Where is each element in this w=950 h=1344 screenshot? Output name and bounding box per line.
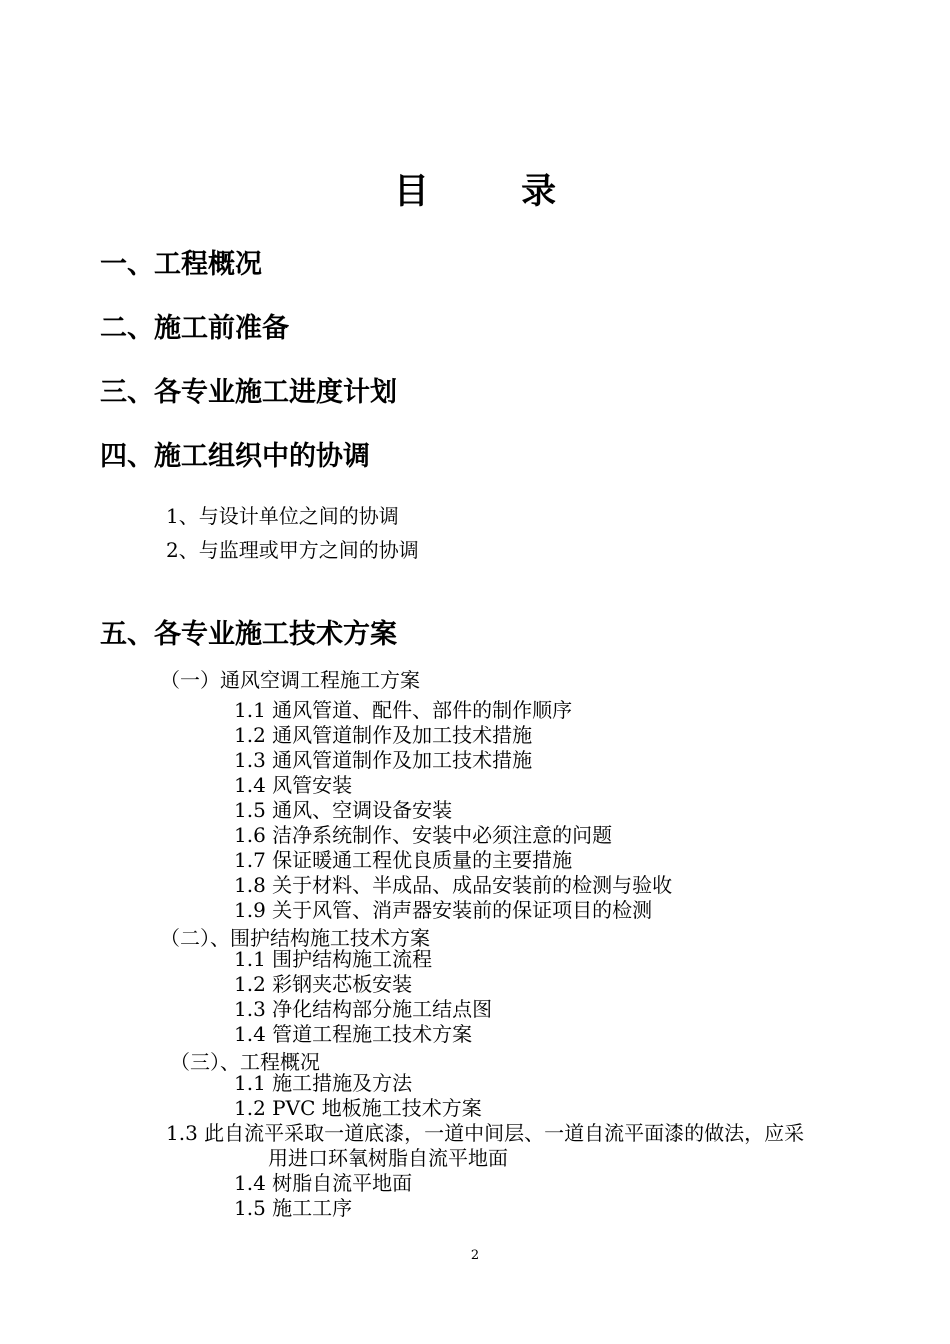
heading-1: 一、工程概况 [100, 249, 262, 280]
coordination-item-1: 1、与设计单位之间的协调 [166, 504, 399, 528]
section-3-item: 1.1 施工措施及方法 [234, 1071, 413, 1095]
section-3-item: 1.2 PVC 地板施工技术方案 [234, 1096, 482, 1120]
section-3-item: 1.4 树脂自流平地面 [234, 1171, 413, 1195]
section-2-item: 1.3 净化结构部分施工结点图 [234, 997, 493, 1021]
long-item-line-2: 用进口环氧树脂自流平地面 [268, 1146, 508, 1170]
section-2-title: （二）、围护结构施工技术方案 [160, 926, 430, 950]
heading-3: 三、各专业施工进度计划 [100, 377, 397, 408]
section-1-item: 1.3 通风管道制作及加工技术措施 [234, 748, 533, 772]
section-1-item: 1.2 通风管道制作及加工技术措施 [234, 723, 533, 747]
toc-title: 目 录 [393, 172, 597, 212]
section-1-item: 1.5 通风、空调设备安装 [234, 798, 453, 822]
heading-2: 二、施工前准备 [100, 313, 289, 344]
section-3-long-item [166, 1121, 866, 1171]
heading-5: 五、各专业施工技术方案 [100, 619, 397, 650]
coordination-item-2: 2、与监理或甲方之间的协调 [166, 538, 419, 562]
section-1-title: （一）通风空调工程施工方案 [160, 668, 420, 692]
section-1-item: 1.6 洁净系统制作、安装中必须注意的问题 [234, 823, 613, 847]
section-1-item: 1.1 通风管道、配件、部件的制作顺序 [234, 698, 573, 722]
section-2-item: 1.1 围护结构施工流程 [234, 947, 433, 971]
section-2-item: 1.4 管道工程施工技术方案 [234, 1022, 473, 1046]
heading-4: 四、施工组织中的协调 [100, 441, 370, 472]
page-number: 2 [470, 1248, 480, 1263]
section-1-item: 1.9 关于风管、消声器安装前的保证项目的检测 [234, 898, 653, 922]
section-1-item: 1.4 风管安装 [234, 773, 353, 797]
section-3-title: （三）、工程概况 [170, 1050, 320, 1074]
section-1-item: 1.8 关于材料、半成品、成品安装前的检测与验收 [234, 873, 673, 897]
section-2-item: 1.2 彩钢夹芯板安装 [234, 972, 413, 996]
long-item-line-1: 1.3 此自流平采取一道底漆，一道中间层、一道自流平面漆的做法，应采 [166, 1121, 805, 1145]
section-1-item: 1.7 保证暖通工程优良质量的主要措施 [234, 848, 573, 872]
section-3-item: 1.5 施工工序 [234, 1196, 353, 1220]
